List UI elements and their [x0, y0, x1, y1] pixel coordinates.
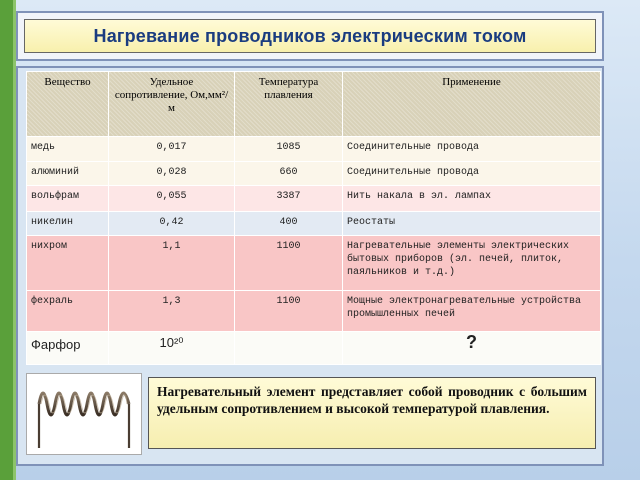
header-melting: Температура плавления: [235, 72, 343, 137]
cell-melting: 1085: [235, 137, 343, 162]
cell-resistivity: 1,1: [109, 236, 235, 291]
table-header-row: [27, 72, 601, 137]
table-row: [27, 332, 601, 365]
cell-melting: [235, 332, 343, 365]
header-application: Применение: [343, 72, 601, 137]
table-row: [27, 137, 601, 162]
table-row: [27, 236, 601, 291]
cell-substance: никелин: [27, 211, 109, 236]
cell-resistivity: 0,028: [109, 161, 235, 186]
cell-application: Соединительные провода: [343, 161, 601, 186]
cell-substance: вольфрам: [27, 186, 109, 212]
cell-melting: 660: [235, 161, 343, 186]
header-substance: Вещество: [27, 72, 109, 137]
table-row: [27, 291, 601, 332]
cell-melting: 1100: [235, 236, 343, 291]
cell-application: Нагревательные элементы электрических бытовых приборов (эл. печей, плиток, паяльников и т.д.): [343, 236, 601, 291]
heating-coil-image: [26, 373, 142, 455]
page-title: Нагревание проводников электрическим током: [93, 25, 527, 46]
cell-resistivity: 0,055: [109, 186, 235, 212]
cell-application: Нить накала в эл. лампах: [343, 186, 601, 212]
cell-melting: 3387: [235, 186, 343, 212]
table-row: [27, 161, 601, 186]
cell-application: Реостаты: [343, 211, 601, 236]
table-row: [27, 186, 601, 212]
definition-note: Нагревательный элемент представляет собой проводник с большим удельным сопротивлением и высокой температурой плавления.: [148, 377, 596, 449]
title-box: [24, 19, 596, 53]
heating-coil-icon: [27, 374, 141, 454]
table-row: [27, 211, 601, 236]
question-mark-cell: ?: [343, 332, 601, 365]
cell-substance: Фарфор: [27, 332, 109, 365]
cell-substance: нихром: [27, 236, 109, 291]
cell-resistivity: 0,42: [109, 211, 235, 236]
header-resistivity: Удельное сопротивление, Ом,мм²/м: [109, 72, 235, 137]
cell-application: Соединительные провода: [343, 137, 601, 162]
cell-substance: фехраль: [27, 291, 109, 332]
cell-substance: алюминий: [27, 161, 109, 186]
cell-melting: 400: [235, 211, 343, 236]
cell-melting: 1100: [235, 291, 343, 332]
cell-application: Мощные электронагревательные устройства промышленных печей: [343, 291, 601, 332]
cell-substance: медь: [27, 137, 109, 162]
cell-resistivity: 10²⁰: [109, 332, 235, 365]
resistivity-table: [26, 71, 601, 365]
cell-resistivity: 0,017: [109, 137, 235, 162]
cell-resistivity: 1,3: [109, 291, 235, 332]
left-accent-bar: [0, 0, 13, 480]
title-frame: [16, 11, 604, 61]
